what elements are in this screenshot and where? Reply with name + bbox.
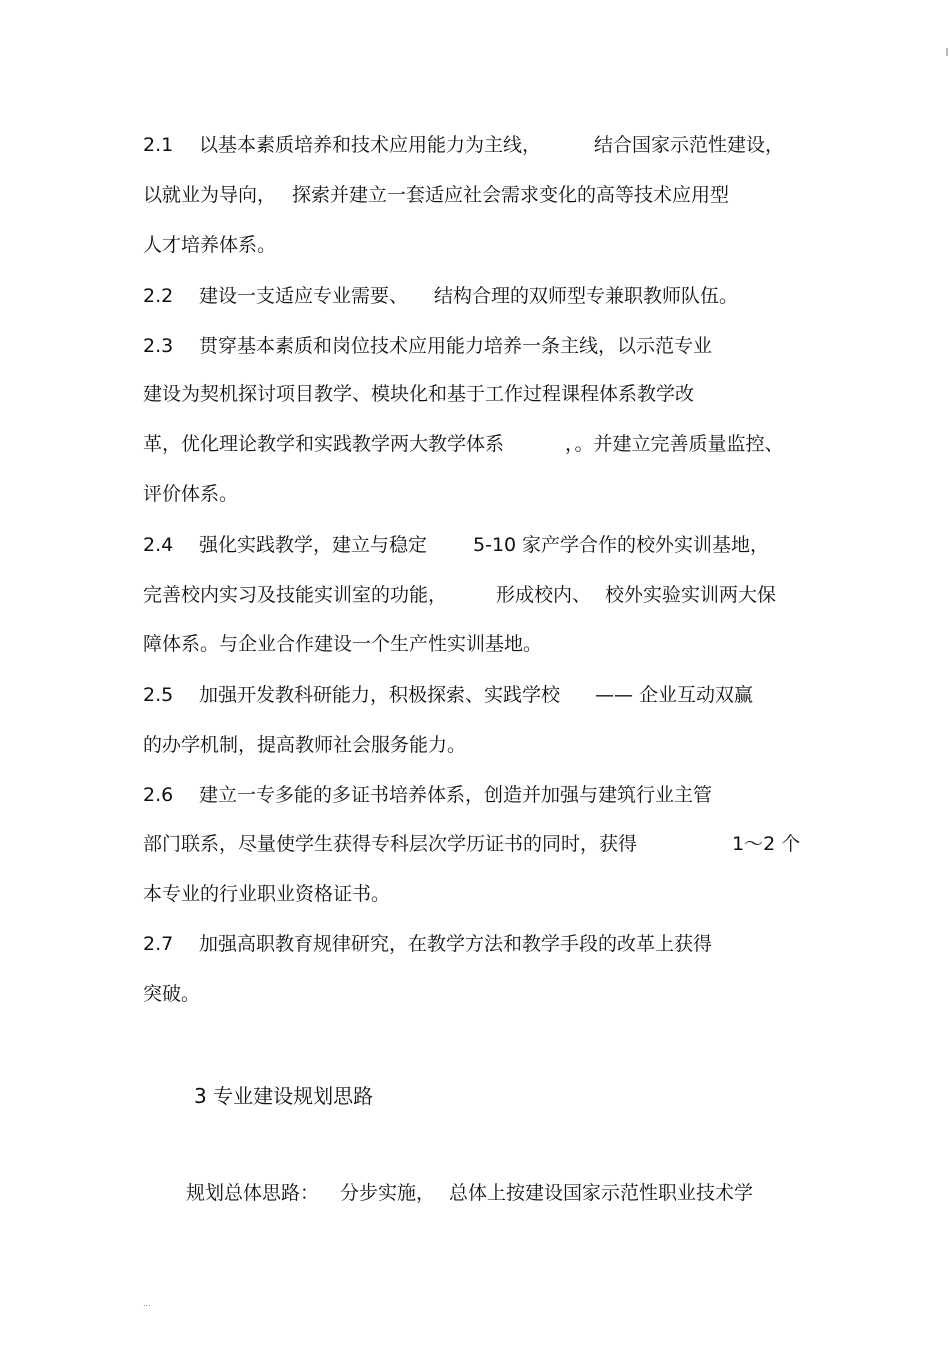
section-heading: 3 专业建设规划思路 bbox=[194, 1084, 374, 1108]
text-line: 突破。 bbox=[143, 983, 201, 1005]
text-line: 本专业的行业职业资格证书。 bbox=[143, 883, 391, 905]
text-line: 规划总体思路： bbox=[186, 1182, 320, 1204]
footer-mark: ... bbox=[143, 1299, 151, 1308]
item-number: 2.3 bbox=[143, 335, 174, 357]
text-line: ，。并建立完善质量监控、 bbox=[565, 433, 784, 455]
text-line: 加强高职教育规律研究，在教学方法和教学手段的改革上获得 bbox=[199, 933, 713, 955]
text-line: 5-10 bbox=[473, 534, 517, 556]
item-number: 2.1 bbox=[143, 134, 174, 156]
text-line: 建设为契机探讨项目教学、模块化和基于工作过程课程体系教学改 bbox=[143, 383, 695, 405]
text-line: 建立一专多能的多证书培养体系，创造并加强与建筑行业主管 bbox=[199, 784, 713, 806]
text-line: 总体上按建设国家示范性职业技术学 bbox=[449, 1182, 754, 1204]
text-line: 障体系。与企业合作建设一个生产性实训基地。 bbox=[143, 633, 543, 655]
text-line: 革，优化理论教学和实践教学两大教学体系 bbox=[143, 433, 505, 455]
item-number: 2.5 bbox=[143, 684, 174, 706]
text-line: 校外实验实训两大保 bbox=[605, 584, 777, 606]
text-line: 人才培养体系。 bbox=[143, 234, 277, 256]
text-line: —— 企业互动双赢 bbox=[595, 684, 754, 706]
item-number: 2.6 bbox=[143, 784, 174, 806]
text-line: 形成校内、 bbox=[496, 584, 592, 606]
item-number: 2.7 bbox=[143, 933, 174, 955]
item-number: 2.4 bbox=[143, 534, 174, 556]
page-edge-mark bbox=[946, 48, 948, 56]
text-line: 结构合理的双师型专兼职教师队伍。 bbox=[434, 285, 739, 307]
text-line: 1～2 个 bbox=[732, 833, 801, 855]
text-line: 建设一支适应专业需要、 bbox=[199, 285, 409, 307]
text-line: 完善校内实习及技能实训室的功能， bbox=[143, 584, 448, 606]
item-number: 2.2 bbox=[143, 285, 174, 307]
text-line: 探索并建立一套适应社会需求变化的高等技术应用型 bbox=[292, 184, 730, 206]
text-line: 家产学合作的校外实训基地， bbox=[522, 534, 770, 556]
text-line: 以基本素质培养和技术应用能力为主线， bbox=[199, 134, 542, 156]
text-line: 部门联系，尽量使学生获得专科层次学历证书的同时，获得 bbox=[143, 833, 638, 855]
text-line: 以就业为导向， bbox=[143, 184, 277, 206]
text-line: 的办学机制，提高教师社会服务能力。 bbox=[143, 734, 467, 756]
text-line: 评价体系。 bbox=[143, 483, 239, 505]
text-line: 分步实施， bbox=[340, 1182, 436, 1204]
text-line: 强化实践教学，建立与稳定 bbox=[199, 534, 428, 556]
text-line: 贯穿基本素质和岗位技术应用能力培养一条主线，以示范专业 bbox=[199, 335, 713, 357]
text-line: 加强开发教科研能力，积极探索、实践学校 bbox=[199, 684, 561, 706]
text-line: 结合国家示范性建设， bbox=[594, 134, 785, 156]
